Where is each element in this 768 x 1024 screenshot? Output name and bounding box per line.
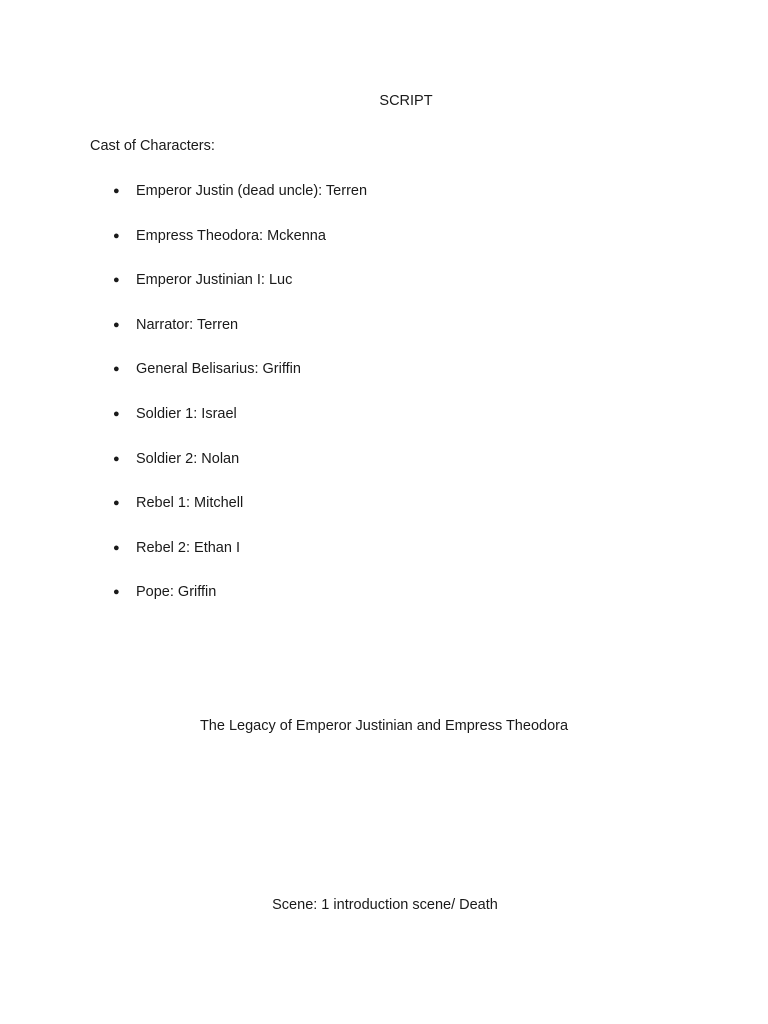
cast-entry-text: General Belisarius: Griffin	[136, 361, 301, 377]
cast-entry-text: Emperor Justin (dead uncle): Terren	[136, 183, 368, 199]
cast-entry-text: Rebel 1: Mitchell	[136, 495, 244, 511]
scene-heading: Scene: 1 introduction scene/ Death	[272, 897, 498, 913]
cast-entry-text: Narrator: Terren	[136, 317, 239, 333]
bullet-icon: ●	[113, 230, 120, 242]
cast-list-item	[0, 271, 600, 289]
document-title: SCRIPT	[379, 93, 433, 109]
bullet-icon: ●	[113, 497, 120, 509]
cast-entry-text: Empress Theodora: Mckenna	[136, 228, 326, 244]
cast-list-item	[0, 360, 600, 378]
cast-heading: Cast of Characters:	[90, 138, 215, 154]
cast-entry-text: Emperor Justinian I: Luc	[136, 272, 293, 288]
cast-list-item	[0, 450, 600, 468]
cast-list-item	[0, 182, 600, 200]
bullet-icon: ●	[113, 185, 120, 197]
cast-list-item	[0, 405, 600, 423]
cast-list-item	[0, 227, 600, 245]
bullet-icon: ●	[113, 319, 120, 331]
bullet-icon: ●	[113, 586, 120, 598]
cast-entry-text: Soldier 1: Israel	[136, 406, 237, 422]
cast-list-item	[0, 583, 600, 601]
cast-list-item	[0, 494, 600, 512]
bullet-icon: ●	[113, 274, 120, 286]
bullet-icon: ●	[113, 453, 120, 465]
cast-list-item	[0, 539, 600, 557]
cast-entry-text: Rebel 2: Ethan I	[136, 540, 240, 556]
play-title: The Legacy of Emperor Justinian and Empress Theodora	[199, 718, 569, 734]
cast-entry-text: Pope: Griffin	[136, 584, 217, 600]
cast-entry-text: Soldier 2: Nolan	[136, 451, 240, 467]
bullet-icon: ●	[113, 542, 120, 554]
bullet-icon: ●	[113, 363, 120, 375]
cast-list-item	[0, 316, 600, 334]
bullet-icon: ●	[113, 408, 120, 420]
